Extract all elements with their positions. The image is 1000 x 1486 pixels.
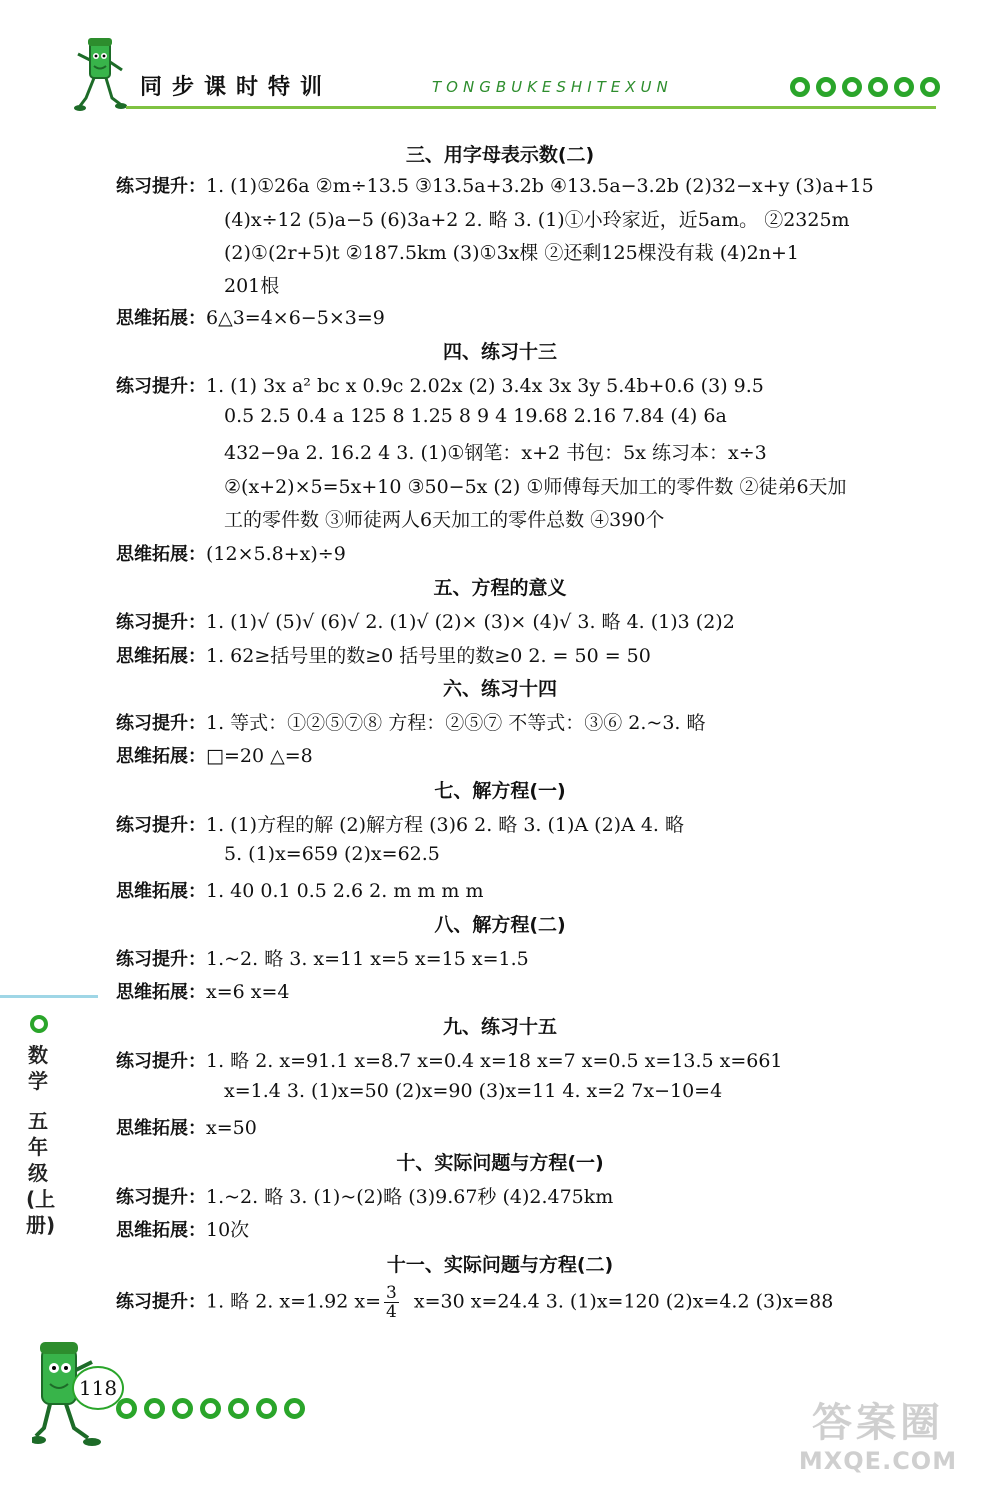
answer-line: 思维拓展：1. 62≥括号里的数≥0 括号里的数≥0 2. = 50 = 50 (116, 645, 651, 667)
thinking-label: 思维拓展： (116, 982, 206, 1003)
fraction-numerator: 3 (386, 1283, 397, 1303)
answer-line: 思维拓展：6△3=4×6−5×3=9 (116, 307, 385, 329)
section-title: 六、练习十四 (442, 678, 557, 700)
answer-line: 201根 (224, 275, 280, 297)
circle-icon (790, 77, 810, 97)
book-title-pinyin: TONGBUKESHITEXUN (432, 78, 673, 96)
thinking-label: 思维拓展： (116, 646, 206, 667)
thinking-label: 思维拓展： (116, 544, 206, 565)
watermark (788, 1400, 968, 1482)
answer-line: 练习提升：1. (1)方程的解 (2)解方程 (3)6 2. 略 3. (1)A (2)A 4. 略 (116, 814, 685, 836)
practice-label: 练习提升： (116, 949, 206, 970)
circle-icon (894, 77, 914, 97)
practice-label: 练习提升： (116, 612, 206, 633)
circle-icon (868, 77, 888, 97)
answer-line: 练习提升：1. (1)√ (5)√ (6)√ 2. (1)√ (2)× (3)× (4)√ 3. 略 4. (1)3 (2)2 (116, 611, 735, 633)
answer-line: 练习提升：1. 略 2. x=1.92 x= $\frac{3}{4}$ x=30 x=24.4 3. (1)x=120 (2)x=4.2 (3)x=88 (116, 1283, 834, 1322)
thinking-label: 思维拓展： (116, 881, 206, 902)
practice-label: 练习提升： (116, 815, 206, 836)
header-decoration-dots (790, 77, 940, 97)
answer-line: 0.5 2.5 0.4 a 125 8 1.25 8 9 4 19.68 2.16 7.84 (4) 6a (224, 405, 727, 427)
thinking-label: 思维拓展： (116, 1220, 206, 1241)
thinking-label: 思维拓展： (116, 1118, 206, 1139)
section-title: 九、练习十五 (442, 1016, 557, 1038)
section-title: 三、用字母表示数(二) (405, 144, 595, 166)
pencil-mascot-icon (72, 36, 128, 116)
circle-icon (172, 1398, 193, 1419)
answer-line: 工的零件数 ③师徒两人6天加工的零件总数 ④390个 (224, 509, 665, 531)
fraction (384, 1284, 399, 1321)
circle-icon (116, 1398, 137, 1419)
page-number: 118 (72, 1366, 124, 1410)
answer-line: 思维拓展：x=50 (116, 1117, 257, 1139)
subject-label: 数学 (28, 1043, 48, 1093)
circle-icon (284, 1398, 305, 1419)
section-title: 七、解方程(一) (434, 780, 566, 802)
section-title: 四、练习十三 (442, 341, 557, 363)
thinking-label: 思维拓展： (116, 308, 206, 329)
answer-line: 5. (1)x=659 (2)x=62.5 (224, 843, 440, 865)
answer-line: 练习提升：1. 等式：①②⑤⑦⑧ 方程：②⑤⑦ 不等式：③⑥ 2.~3. 略 (116, 712, 706, 734)
circle-icon (920, 77, 940, 97)
circle-icon (842, 77, 862, 97)
answer-line: 思维拓展：10次 (116, 1219, 250, 1241)
answer-line: 思维拓展：1. 40 0.1 0.5 2.6 2. m m m m (116, 880, 484, 902)
circle-icon (144, 1398, 165, 1419)
answer-line: 思维拓展：(12×5.8+x)÷9 (116, 543, 346, 565)
fraction-denominator: 4 (386, 1302, 397, 1322)
section-title: 十、实际问题与方程(一) (396, 1152, 604, 1174)
practice-label: 练习提升： (116, 1187, 206, 1208)
answer-line: 练习提升：1. (1) 3x a² bc x 0.9c 2.02x (2) 3.4x 3x 3y 5.4b+0.6 (3) 9.5 (116, 375, 764, 397)
sidebar-rule (0, 995, 98, 998)
answer-line: ②(x+2)×5=5x+10 ③50−5x (2) ①师傅每天加工的零件数 ②徒弟6天加 (224, 476, 847, 498)
circle-icon (816, 77, 836, 97)
practice-label: 练习提升： (116, 376, 206, 397)
grade-label: 五年级(上册) (26, 1109, 56, 1237)
answer-line: 练习提升：1. (1)①26a ②m÷13.5 ③13.5a+3.2b ④13.5a−3.2b (2)32−x+y (3)a+15 (116, 175, 874, 197)
circle-icon (228, 1398, 249, 1419)
answer-line: 练习提升：1.~2. 略 3. x=11 x=5 x=15 x=1.5 (116, 948, 529, 970)
section-title: 十一、实际问题与方程(二) (386, 1254, 614, 1276)
section-title: 五、方程的意义 (433, 577, 567, 599)
circle-icon (200, 1398, 221, 1419)
sidebar-label (26, 1042, 56, 1238)
watermark-logo: 答案圈 (812, 1400, 944, 1446)
answer-line: 思维拓展：□=20 △=8 (116, 745, 313, 767)
practice-label: 练习提升： (116, 176, 206, 197)
watermark-url: MXQE.COM (798, 1447, 958, 1475)
answer-line: 思维拓展：x=6 x=4 (116, 981, 290, 1003)
answer-line: (2)①(2r+5)t ②187.5km (3)①3x棵 ②还剩125棵没有栽 (4)2n+1 (224, 242, 799, 264)
answer-line: 432−9a 2. 16.2 4 3. (1)①钢笔：x+2 书包：5x 练习本：x÷3 (224, 442, 767, 464)
practice-label: 练习提升： (116, 713, 206, 734)
section-title: 八、解方程(二) (434, 914, 566, 936)
answer-line: (4)x÷12 (5)a−5 (6)3a+2 2. 略 3. (1)①小玲家近，近5am。 ②2325m (224, 209, 850, 231)
answer-line: 练习提升：1.~2. 略 3. (1)~(2)略 (3)9.67秒 (4)2.475km (116, 1186, 614, 1208)
book-title: 同步课时特训 (140, 75, 333, 100)
circle-icon (256, 1398, 277, 1419)
practice-label: 练习提升： (116, 1051, 206, 1072)
answer-line: 练习提升：1. 略 2. x=91.1 x=8.7 x=0.4 x=18 x=7 x=0.5 x=13.5 x=661 (116, 1050, 783, 1072)
practice-label: 练习提升： (116, 1291, 206, 1313)
thinking-label: 思维拓展： (116, 746, 206, 767)
footer-decoration-dots (116, 1398, 305, 1419)
answer-line: x=1.4 3. (1)x=50 (2)x=90 (3)x=11 4. x=2 7x−10=4 (224, 1080, 723, 1102)
